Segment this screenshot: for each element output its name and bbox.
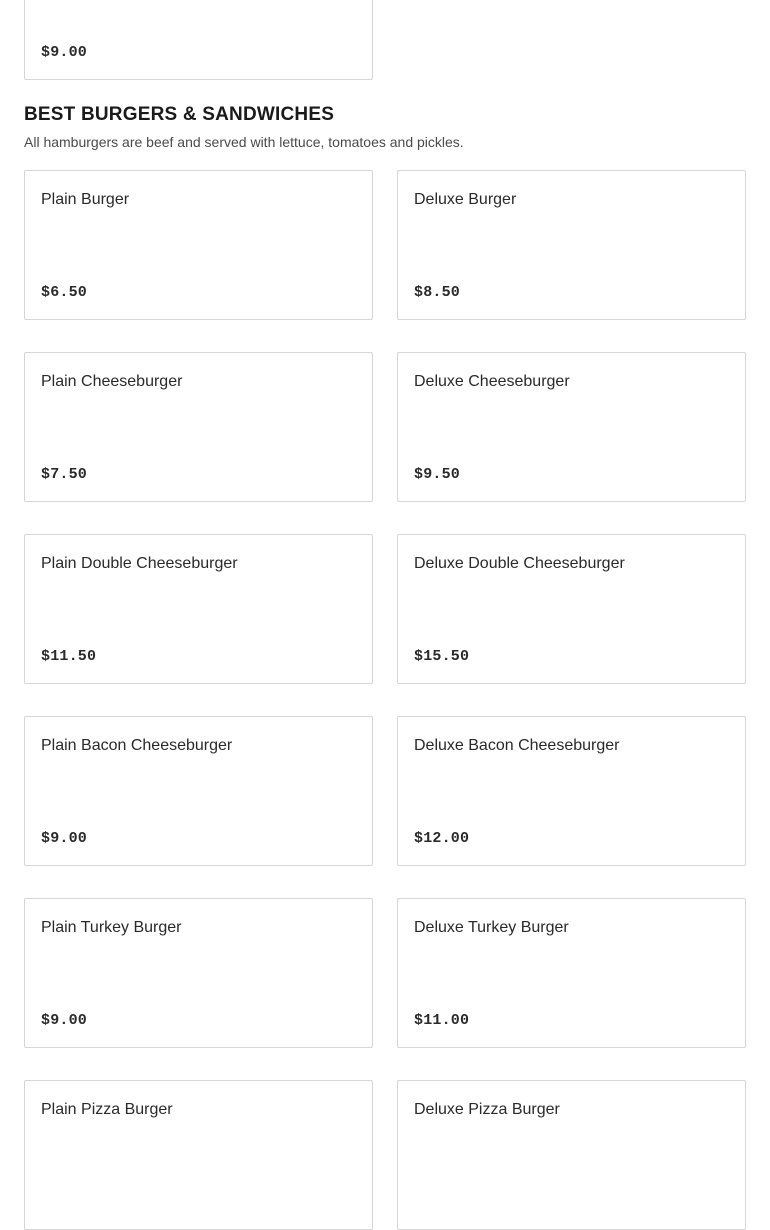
menu-item-price: $7.50 (41, 466, 88, 483)
menu-item-price: $9.00 (41, 44, 88, 61)
menu-item-card[interactable] (24, 352, 373, 502)
menu-item-price: $9.50 (414, 466, 461, 483)
menu-item-card[interactable] (397, 1080, 746, 1230)
menu-item-price: $9.00 (41, 1012, 88, 1029)
menu-item-name: Plain Burger (41, 191, 130, 208)
menu-item-name: Deluxe Double Cheeseburger (414, 555, 625, 572)
menu-item-name: Plain Double Cheeseburger (41, 555, 238, 572)
menu-item-card[interactable] (397, 170, 746, 320)
menu-item-price: $15.50 (414, 648, 470, 665)
menu-item-name: Plain Cheeseburger (41, 373, 183, 390)
menu-item-card[interactable] (24, 534, 373, 684)
menu-item-card[interactable] (24, 0, 373, 80)
menu-item-name: Plain Pizza Burger (41, 1101, 173, 1118)
menu-item-name: Deluxe Burger (414, 191, 517, 208)
menu-item-name: Deluxe Pizza Burger (414, 1101, 560, 1118)
menu-item-price: $12.00 (414, 830, 470, 847)
menu-item-name: Plain Turkey Burger (41, 919, 182, 936)
menu-item-price: $9.00 (41, 830, 88, 847)
menu-item-price: $6.50 (41, 284, 88, 301)
menu-item-card[interactable] (24, 716, 373, 866)
menu-item-name: Deluxe Turkey Burger (414, 919, 569, 936)
menu-item-price: $11.00 (414, 1012, 470, 1029)
menu-item-name: Deluxe Cheeseburger (414, 373, 570, 390)
menu-item-name: Plain Bacon Cheeseburger (41, 737, 233, 754)
menu-item-card[interactable] (397, 534, 746, 684)
section-title: BEST BURGERS & SANDWICHES (24, 104, 335, 125)
menu-item-card[interactable] (24, 170, 373, 320)
menu-item-card[interactable] (397, 898, 746, 1048)
menu-item-card[interactable] (397, 716, 746, 866)
menu-item-card[interactable] (24, 1080, 373, 1230)
menu-item-card[interactable] (24, 898, 373, 1048)
menu-item-price: $11.50 (41, 648, 97, 665)
menu-item-name: Deluxe Bacon Cheeseburger (414, 737, 620, 754)
menu-item-price: $8.50 (414, 284, 461, 301)
menu-item-card[interactable] (397, 352, 746, 502)
section-description: All hamburgers are beef and served with lettuce, tomatoes and pickles. (24, 134, 464, 150)
